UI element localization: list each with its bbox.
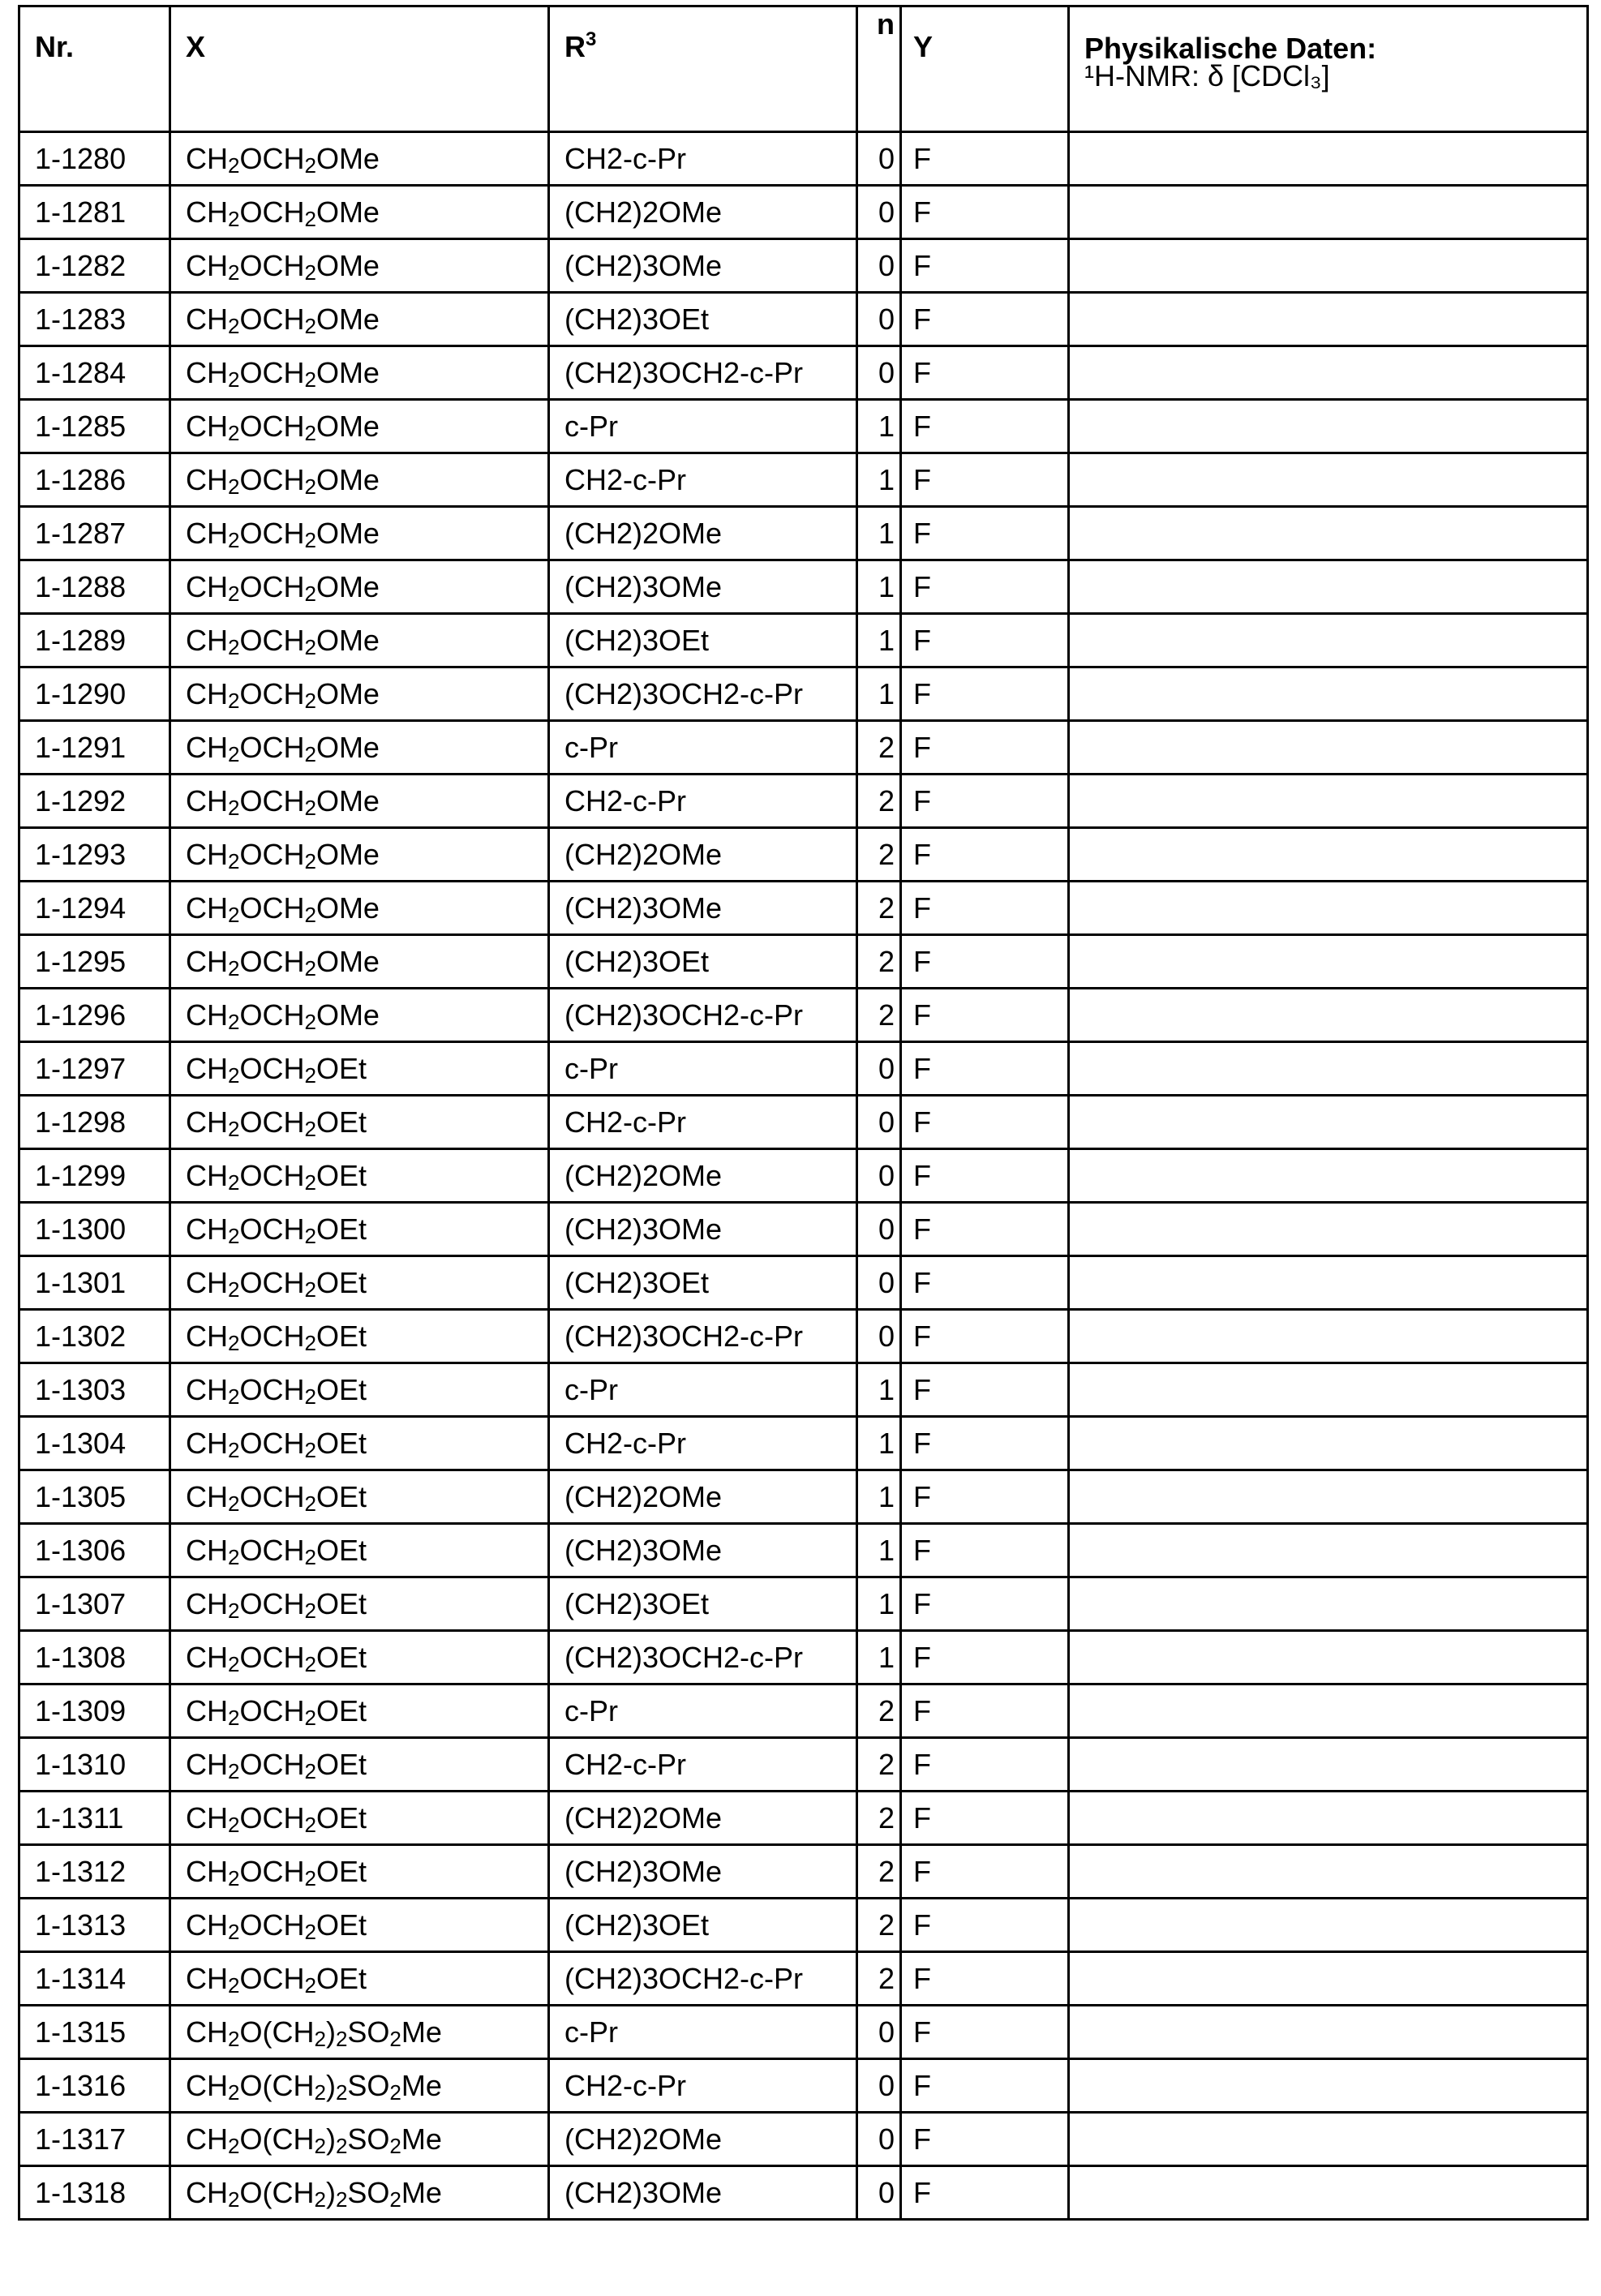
cell-n: 1 — [857, 560, 901, 614]
cell-x: CH2OCH2OEt — [170, 1096, 549, 1149]
header-nr: Nr. — [19, 6, 170, 132]
table-row — [19, 1631, 1588, 1684]
cell-nr: 1-1295 — [19, 935, 170, 989]
cell-r3: (CH2)3OMe — [549, 2166, 857, 2220]
cell-x: CH2O(CH2)2SO2Me — [170, 2059, 549, 2113]
cell-n: 0 — [857, 1203, 901, 1256]
cell-x: CH2OCH2OEt — [170, 1899, 549, 1952]
compound-table — [18, 5, 1589, 2221]
table-row — [19, 186, 1588, 239]
cell-x: CH2O(CH2)2SO2Me — [170, 2113, 549, 2166]
table-row — [19, 1149, 1588, 1203]
cell-y: F — [901, 2113, 1069, 2166]
table-row — [19, 1417, 1588, 1470]
cell-r3: (CH2)3OCH2-c-Pr — [549, 346, 857, 400]
table-row — [19, 1096, 1588, 1149]
cell-r3: CH2-c-Pr — [549, 132, 857, 186]
cell-n: 2 — [857, 1845, 901, 1899]
cell-r3: (CH2)3OCH2-c-Pr — [549, 1310, 857, 1363]
cell-r3: (CH2)3OMe — [549, 1524, 857, 1577]
cell-nr: 1-1299 — [19, 1149, 170, 1203]
table-row — [19, 775, 1588, 828]
cell-physical-data — [1069, 1310, 1588, 1363]
cell-physical-data — [1069, 1042, 1588, 1096]
cell-n: 0 — [857, 1042, 901, 1096]
table-row — [19, 1203, 1588, 1256]
cell-r3: (CH2)3OCH2-c-Pr — [549, 1631, 857, 1684]
cell-physical-data — [1069, 935, 1588, 989]
cell-n: 1 — [857, 1470, 901, 1524]
cell-nr: 1-1282 — [19, 239, 170, 293]
cell-nr: 1-1311 — [19, 1792, 170, 1845]
header-r3-label: R — [564, 30, 586, 63]
cell-n: 2 — [857, 1899, 901, 1952]
cell-nr: 1-1302 — [19, 1310, 170, 1363]
table-row — [19, 560, 1588, 614]
cell-r3: (CH2)2OMe — [549, 186, 857, 239]
cell-nr: 1-1298 — [19, 1096, 170, 1149]
cell-nr: 1-1315 — [19, 2006, 170, 2059]
cell-physical-data — [1069, 775, 1588, 828]
table-row — [19, 400, 1588, 453]
cell-n: 0 — [857, 1256, 901, 1310]
cell-x: CH2OCH2OMe — [170, 186, 549, 239]
header-nmr-label: ¹H-NMR: δ [CDCl₃] — [1084, 62, 1572, 90]
cell-physical-data — [1069, 667, 1588, 721]
cell-physical-data — [1069, 1470, 1588, 1524]
cell-nr: 1-1312 — [19, 1845, 170, 1899]
cell-y: F — [901, 293, 1069, 346]
cell-y: F — [901, 1738, 1069, 1792]
table-row — [19, 1899, 1588, 1952]
table-row — [19, 614, 1588, 667]
cell-y: F — [901, 1952, 1069, 2006]
cell-r3: c-Pr — [549, 2006, 857, 2059]
header-n: n — [857, 6, 901, 132]
table-row — [19, 346, 1588, 400]
cell-x: CH2OCH2OMe — [170, 775, 549, 828]
cell-x: CH2OCH2OMe — [170, 989, 549, 1042]
cell-n: 1 — [857, 1363, 901, 1417]
cell-y: F — [901, 775, 1069, 828]
cell-nr: 1-1316 — [19, 2059, 170, 2113]
cell-physical-data — [1069, 2113, 1588, 2166]
cell-nr: 1-1317 — [19, 2113, 170, 2166]
cell-x: CH2OCH2OEt — [170, 1149, 549, 1203]
table-header-row — [19, 6, 1588, 132]
cell-n: 2 — [857, 1738, 901, 1792]
cell-r3: CH2-c-Pr — [549, 1738, 857, 1792]
cell-y: F — [901, 507, 1069, 560]
cell-y: F — [901, 1042, 1069, 1096]
cell-physical-data — [1069, 2006, 1588, 2059]
header-x: X — [170, 6, 549, 132]
cell-y: F — [901, 1096, 1069, 1149]
table-row — [19, 507, 1588, 560]
table-row — [19, 293, 1588, 346]
cell-n: 1 — [857, 453, 901, 507]
cell-r3: (CH2)2OMe — [549, 1149, 857, 1203]
cell-y: F — [901, 1524, 1069, 1577]
cell-y: F — [901, 614, 1069, 667]
cell-physical-data — [1069, 828, 1588, 882]
cell-y: F — [901, 2166, 1069, 2220]
cell-y: F — [901, 989, 1069, 1042]
cell-n: 1 — [857, 614, 901, 667]
table-row — [19, 1363, 1588, 1417]
cell-n: 1 — [857, 667, 901, 721]
cell-x: CH2OCH2OEt — [170, 1631, 549, 1684]
cell-x: CH2OCH2OMe — [170, 132, 549, 186]
cell-n: 1 — [857, 507, 901, 560]
cell-n: 0 — [857, 2166, 901, 2220]
cell-r3: (CH2)2OMe — [549, 1792, 857, 1845]
cell-y: F — [901, 1684, 1069, 1738]
header-y: Y — [901, 6, 1069, 132]
cell-physical-data — [1069, 1577, 1588, 1631]
cell-n: 2 — [857, 935, 901, 989]
cell-n: 0 — [857, 2113, 901, 2166]
cell-nr: 1-1292 — [19, 775, 170, 828]
table-row — [19, 1792, 1588, 1845]
cell-n: 0 — [857, 1096, 901, 1149]
table-row — [19, 2166, 1588, 2220]
cell-r3: (CH2)3OMe — [549, 560, 857, 614]
cell-y: F — [901, 186, 1069, 239]
cell-physical-data — [1069, 1096, 1588, 1149]
cell-nr: 1-1306 — [19, 1524, 170, 1577]
cell-nr: 1-1283 — [19, 293, 170, 346]
cell-physical-data — [1069, 1149, 1588, 1203]
table-body — [19, 132, 1588, 2220]
cell-x: CH2OCH2OEt — [170, 1417, 549, 1470]
cell-y: F — [901, 1363, 1069, 1417]
table-row — [19, 667, 1588, 721]
cell-r3: CH2-c-Pr — [549, 1417, 857, 1470]
cell-physical-data — [1069, 1738, 1588, 1792]
table-row — [19, 1524, 1588, 1577]
header-physical-data — [1069, 6, 1588, 132]
cell-n: 2 — [857, 775, 901, 828]
cell-nr: 1-1301 — [19, 1256, 170, 1310]
cell-nr: 1-1281 — [19, 186, 170, 239]
cell-r3: (CH2)3OMe — [549, 882, 857, 935]
cell-y: F — [901, 239, 1069, 293]
cell-n: 0 — [857, 132, 901, 186]
cell-r3: (CH2)3OMe — [549, 1203, 857, 1256]
cell-physical-data — [1069, 400, 1588, 453]
cell-physical-data — [1069, 1792, 1588, 1845]
cell-nr: 1-1291 — [19, 721, 170, 775]
cell-r3: CH2-c-Pr — [549, 1096, 857, 1149]
cell-nr: 1-1287 — [19, 507, 170, 560]
table-row — [19, 1738, 1588, 1792]
cell-physical-data — [1069, 1899, 1588, 1952]
table-row — [19, 989, 1588, 1042]
cell-r3: (CH2)3OEt — [549, 293, 857, 346]
cell-physical-data — [1069, 1417, 1588, 1470]
cell-n: 0 — [857, 1149, 901, 1203]
cell-r3: (CH2)3OCH2-c-Pr — [549, 667, 857, 721]
cell-y: F — [901, 1631, 1069, 1684]
cell-y: F — [901, 1310, 1069, 1363]
cell-n: 1 — [857, 1577, 901, 1631]
cell-physical-data — [1069, 1524, 1588, 1577]
cell-nr: 1-1284 — [19, 346, 170, 400]
cell-y: F — [901, 1792, 1069, 1845]
table-row — [19, 1470, 1588, 1524]
table-row — [19, 132, 1588, 186]
cell-nr: 1-1313 — [19, 1899, 170, 1952]
cell-y: F — [901, 1845, 1069, 1899]
cell-r3: (CH2)3OEt — [549, 1256, 857, 1310]
cell-x: CH2OCH2OEt — [170, 1577, 549, 1631]
cell-y: F — [901, 935, 1069, 989]
cell-nr: 1-1300 — [19, 1203, 170, 1256]
cell-n: 1 — [857, 400, 901, 453]
cell-nr: 1-1307 — [19, 1577, 170, 1631]
cell-y: F — [901, 667, 1069, 721]
cell-r3: (CH2)3OCH2-c-Pr — [549, 1952, 857, 2006]
table-row — [19, 1042, 1588, 1096]
cell-r3: (CH2)3OMe — [549, 239, 857, 293]
cell-r3: CH2-c-Pr — [549, 775, 857, 828]
cell-physical-data — [1069, 1952, 1588, 2006]
table-row — [19, 2059, 1588, 2113]
header-physical-data-title: Physikalische Daten: — [1084, 32, 1376, 65]
cell-x: CH2OCH2OMe — [170, 667, 549, 721]
cell-n: 0 — [857, 239, 901, 293]
cell-physical-data — [1069, 186, 1588, 239]
cell-nr: 1-1289 — [19, 614, 170, 667]
cell-n: 0 — [857, 346, 901, 400]
cell-y: F — [901, 1470, 1069, 1524]
cell-r3: (CH2)3OCH2-c-Pr — [549, 989, 857, 1042]
cell-nr: 1-1285 — [19, 400, 170, 453]
cell-y: F — [901, 132, 1069, 186]
table-row — [19, 1310, 1588, 1363]
cell-x: CH2O(CH2)2SO2Me — [170, 2006, 549, 2059]
cell-physical-data — [1069, 132, 1588, 186]
cell-x: CH2OCH2OMe — [170, 721, 549, 775]
cell-physical-data — [1069, 239, 1588, 293]
cell-x: CH2OCH2OMe — [170, 239, 549, 293]
cell-nr: 1-1304 — [19, 1417, 170, 1470]
table-row — [19, 239, 1588, 293]
cell-r3: c-Pr — [549, 1684, 857, 1738]
table-row — [19, 453, 1588, 507]
cell-physical-data — [1069, 293, 1588, 346]
cell-nr: 1-1286 — [19, 453, 170, 507]
cell-x: CH2OCH2OEt — [170, 1363, 549, 1417]
cell-n: 2 — [857, 1792, 901, 1845]
cell-n: 2 — [857, 721, 901, 775]
cell-nr: 1-1314 — [19, 1952, 170, 2006]
cell-r3: c-Pr — [549, 1363, 857, 1417]
cell-nr: 1-1288 — [19, 560, 170, 614]
cell-nr: 1-1318 — [19, 2166, 170, 2220]
cell-n: 0 — [857, 1310, 901, 1363]
cell-y: F — [901, 346, 1069, 400]
cell-r3: (CH2)3OEt — [549, 935, 857, 989]
cell-r3: (CH2)3OEt — [549, 1577, 857, 1631]
cell-n: 2 — [857, 989, 901, 1042]
cell-y: F — [901, 828, 1069, 882]
table-row — [19, 1684, 1588, 1738]
cell-physical-data — [1069, 453, 1588, 507]
cell-y: F — [901, 400, 1069, 453]
cell-x: CH2OCH2OEt — [170, 1845, 549, 1899]
cell-physical-data — [1069, 2059, 1588, 2113]
cell-x: CH2OCH2OEt — [170, 1738, 549, 1792]
cell-x: CH2O(CH2)2SO2Me — [170, 2166, 549, 2220]
cell-nr: 1-1303 — [19, 1363, 170, 1417]
cell-physical-data — [1069, 882, 1588, 935]
cell-x: CH2OCH2OMe — [170, 507, 549, 560]
cell-physical-data — [1069, 1256, 1588, 1310]
cell-r3: c-Pr — [549, 1042, 857, 1096]
table-row — [19, 1952, 1588, 2006]
cell-nr: 1-1280 — [19, 132, 170, 186]
cell-r3: (CH2)2OMe — [549, 507, 857, 560]
cell-r3: CH2-c-Pr — [549, 453, 857, 507]
cell-x: CH2OCH2OEt — [170, 1310, 549, 1363]
cell-y: F — [901, 882, 1069, 935]
cell-r3: (CH2)2OMe — [549, 1470, 857, 1524]
cell-n: 2 — [857, 1684, 901, 1738]
cell-y: F — [901, 560, 1069, 614]
cell-physical-data — [1069, 721, 1588, 775]
cell-x: CH2OCH2OEt — [170, 1952, 549, 2006]
cell-y: F — [901, 2006, 1069, 2059]
cell-x: CH2OCH2OMe — [170, 614, 549, 667]
table-row — [19, 1845, 1588, 1899]
cell-n: 0 — [857, 186, 901, 239]
cell-n: 0 — [857, 2006, 901, 2059]
cell-r3: c-Pr — [549, 400, 857, 453]
cell-physical-data — [1069, 1203, 1588, 1256]
cell-x: CH2OCH2OMe — [170, 882, 549, 935]
cell-x: CH2OCH2OEt — [170, 1792, 549, 1845]
cell-x: CH2OCH2OEt — [170, 1524, 549, 1577]
cell-y: F — [901, 453, 1069, 507]
header-r3 — [549, 6, 857, 132]
cell-n: 1 — [857, 1631, 901, 1684]
cell-y: F — [901, 721, 1069, 775]
cell-y: F — [901, 1417, 1069, 1470]
cell-nr: 1-1308 — [19, 1631, 170, 1684]
cell-x: CH2OCH2OMe — [170, 560, 549, 614]
cell-n: 2 — [857, 1952, 901, 2006]
cell-n: 1 — [857, 1524, 901, 1577]
cell-y: F — [901, 2059, 1069, 2113]
cell-r3: (CH2)3OEt — [549, 1899, 857, 1952]
cell-y: F — [901, 1577, 1069, 1631]
cell-y: F — [901, 1203, 1069, 1256]
cell-y: F — [901, 1149, 1069, 1203]
cell-nr: 1-1309 — [19, 1684, 170, 1738]
cell-n: 1 — [857, 1417, 901, 1470]
cell-physical-data — [1069, 1631, 1588, 1684]
table-row — [19, 1256, 1588, 1310]
table-row — [19, 828, 1588, 882]
cell-r3: (CH2)3OMe — [549, 1845, 857, 1899]
cell-x: CH2OCH2OEt — [170, 1684, 549, 1738]
cell-x: CH2OCH2OMe — [170, 346, 549, 400]
cell-nr: 1-1290 — [19, 667, 170, 721]
cell-nr: 1-1310 — [19, 1738, 170, 1792]
cell-physical-data — [1069, 614, 1588, 667]
cell-x: CH2OCH2OEt — [170, 1042, 549, 1096]
cell-n: 0 — [857, 293, 901, 346]
table-row — [19, 1577, 1588, 1631]
header-r3-superscript: 3 — [586, 28, 596, 50]
cell-x: CH2OCH2OMe — [170, 293, 549, 346]
cell-x: CH2OCH2OEt — [170, 1470, 549, 1524]
cell-x: CH2OCH2OMe — [170, 828, 549, 882]
cell-physical-data — [1069, 507, 1588, 560]
cell-r3: (CH2)3OEt — [549, 614, 857, 667]
cell-physical-data — [1069, 1845, 1588, 1899]
cell-physical-data — [1069, 346, 1588, 400]
cell-physical-data — [1069, 1363, 1588, 1417]
cell-n: 0 — [857, 2059, 901, 2113]
cell-n: 2 — [857, 828, 901, 882]
cell-r3: c-Pr — [549, 721, 857, 775]
cell-physical-data — [1069, 2166, 1588, 2220]
cell-r3: (CH2)2OMe — [549, 2113, 857, 2166]
cell-nr: 1-1293 — [19, 828, 170, 882]
cell-nr: 1-1297 — [19, 1042, 170, 1096]
cell-r3: (CH2)2OMe — [549, 828, 857, 882]
cell-x: CH2OCH2OEt — [170, 1203, 549, 1256]
table-row — [19, 2113, 1588, 2166]
cell-nr: 1-1305 — [19, 1470, 170, 1524]
cell-physical-data — [1069, 1684, 1588, 1738]
cell-y: F — [901, 1256, 1069, 1310]
cell-nr: 1-1296 — [19, 989, 170, 1042]
cell-physical-data — [1069, 989, 1588, 1042]
cell-nr: 1-1294 — [19, 882, 170, 935]
cell-x: CH2OCH2OMe — [170, 400, 549, 453]
cell-r3: CH2-c-Pr — [549, 2059, 857, 2113]
table-row — [19, 935, 1588, 989]
cell-x: CH2OCH2OEt — [170, 1256, 549, 1310]
cell-n: 2 — [857, 882, 901, 935]
cell-x: CH2OCH2OMe — [170, 453, 549, 507]
cell-y: F — [901, 1899, 1069, 1952]
table-row — [19, 882, 1588, 935]
cell-x: CH2OCH2OMe — [170, 935, 549, 989]
cell-physical-data — [1069, 560, 1588, 614]
table-row — [19, 2006, 1588, 2059]
table-row — [19, 721, 1588, 775]
